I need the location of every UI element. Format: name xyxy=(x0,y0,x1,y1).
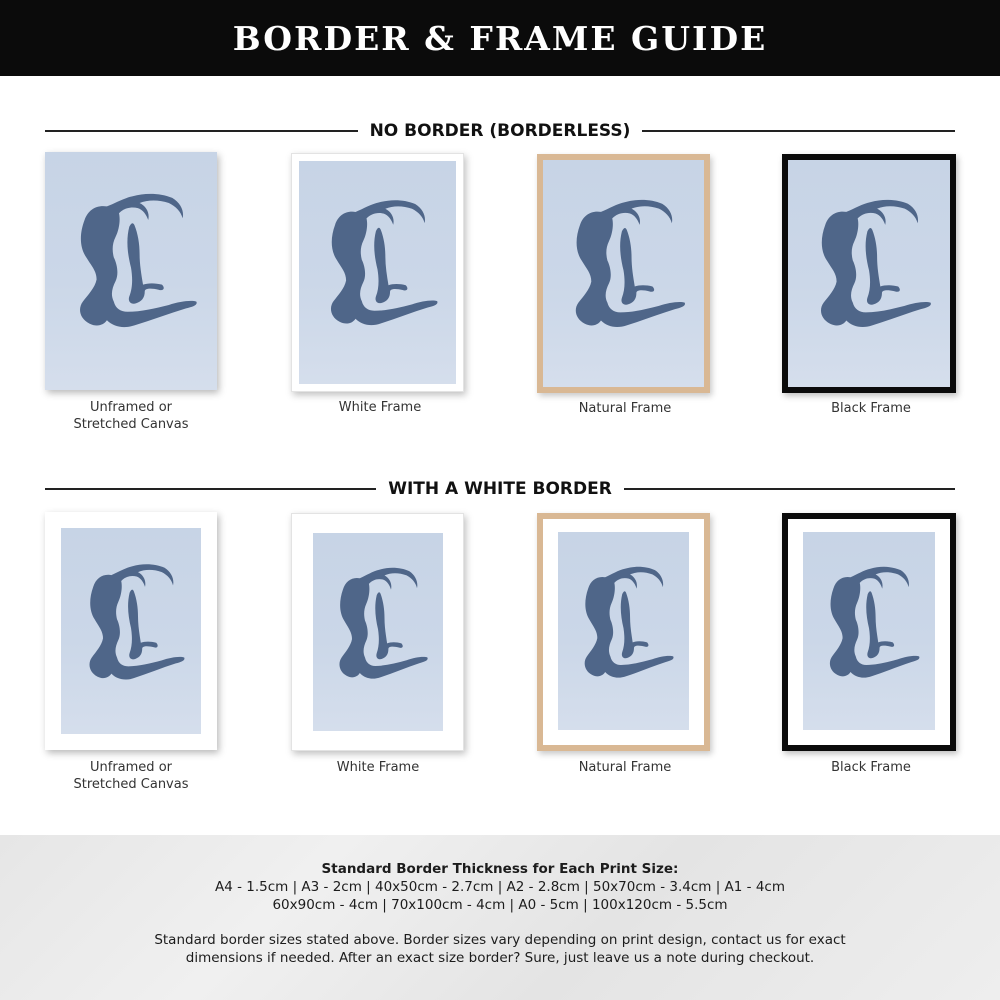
caption-line: Stretched Canvas xyxy=(73,777,189,792)
canvas-print-white-border xyxy=(45,512,217,750)
artwork xyxy=(558,532,689,730)
caption-canvas-borderless xyxy=(41,399,221,433)
footer-sizes-line: 60x90cm - 4cm | 70x100cm - 4cm | A0 - 5cm | 100x120cm - 5.5cm xyxy=(272,897,728,913)
caption-canvas-white-border xyxy=(41,759,221,793)
dancing-figure-icon xyxy=(313,533,443,731)
white-frame-borderless xyxy=(291,153,464,392)
divider-left xyxy=(45,488,376,490)
dancing-figure-icon xyxy=(45,152,217,390)
divider-right xyxy=(624,488,955,490)
natural-frame-borderless xyxy=(537,154,710,393)
dancing-figure-icon xyxy=(543,160,704,387)
footer-note: Standard border sizes stated above. Border sizes vary depending on print design, contact us for exact xyxy=(154,932,846,948)
divider-right xyxy=(642,130,955,132)
caption-line: Unframed or xyxy=(90,760,172,775)
artwork xyxy=(45,152,217,390)
section-title-white-border xyxy=(45,477,955,501)
caption-black-frame: Black Frame xyxy=(831,401,911,416)
footer-note: dimensions if needed. After an exact size border? Sure, just leave us a note during checkout. xyxy=(185,950,815,966)
caption-white-frame: White Frame xyxy=(338,400,422,415)
caption-natural-frame: Natural Frame xyxy=(578,760,672,775)
caption-white-frame: White Frame xyxy=(336,760,420,775)
guide-title: BORDER & FRAME GUIDE xyxy=(232,18,768,58)
section-label: WITH A WHITE BORDER xyxy=(388,479,612,499)
caption-natural-frame: Natural Frame xyxy=(578,401,672,416)
caption-black-frame: Black Frame xyxy=(831,760,911,775)
artwork xyxy=(788,160,950,387)
white-frame-white-border xyxy=(291,513,464,751)
artwork xyxy=(61,528,201,734)
artwork xyxy=(543,160,704,387)
footer-sizes-line: A4 - 1.5cm | A3 - 2cm | 40x50cm - 2.7cm | A2 - 2.8cm | 50x70cm - 3.4cm | A1 - 4cm xyxy=(214,879,785,895)
dancing-figure-icon xyxy=(299,161,456,384)
border-thickness-footer xyxy=(0,835,1000,1000)
section-title-borderless xyxy=(45,119,955,143)
natural-frame-white-border xyxy=(537,513,710,751)
black-frame-white-border xyxy=(782,513,956,751)
black-frame-borderless xyxy=(782,154,956,393)
footer-title: Standard Border Thickness for Each Print Size: xyxy=(321,861,679,877)
guide-header xyxy=(0,0,1000,76)
dancing-figure-icon xyxy=(803,532,935,730)
divider-left xyxy=(45,130,358,132)
artwork xyxy=(313,533,443,731)
section-label: NO BORDER (BORDERLESS) xyxy=(369,121,631,141)
canvas-print-borderless xyxy=(45,152,217,390)
dancing-figure-icon xyxy=(61,528,201,734)
dancing-figure-icon xyxy=(788,160,950,387)
artwork xyxy=(299,161,456,384)
artwork xyxy=(803,532,935,730)
caption-line: Stretched Canvas xyxy=(73,417,189,432)
caption-line: Unframed or xyxy=(90,400,172,415)
dancing-figure-icon xyxy=(558,532,689,730)
